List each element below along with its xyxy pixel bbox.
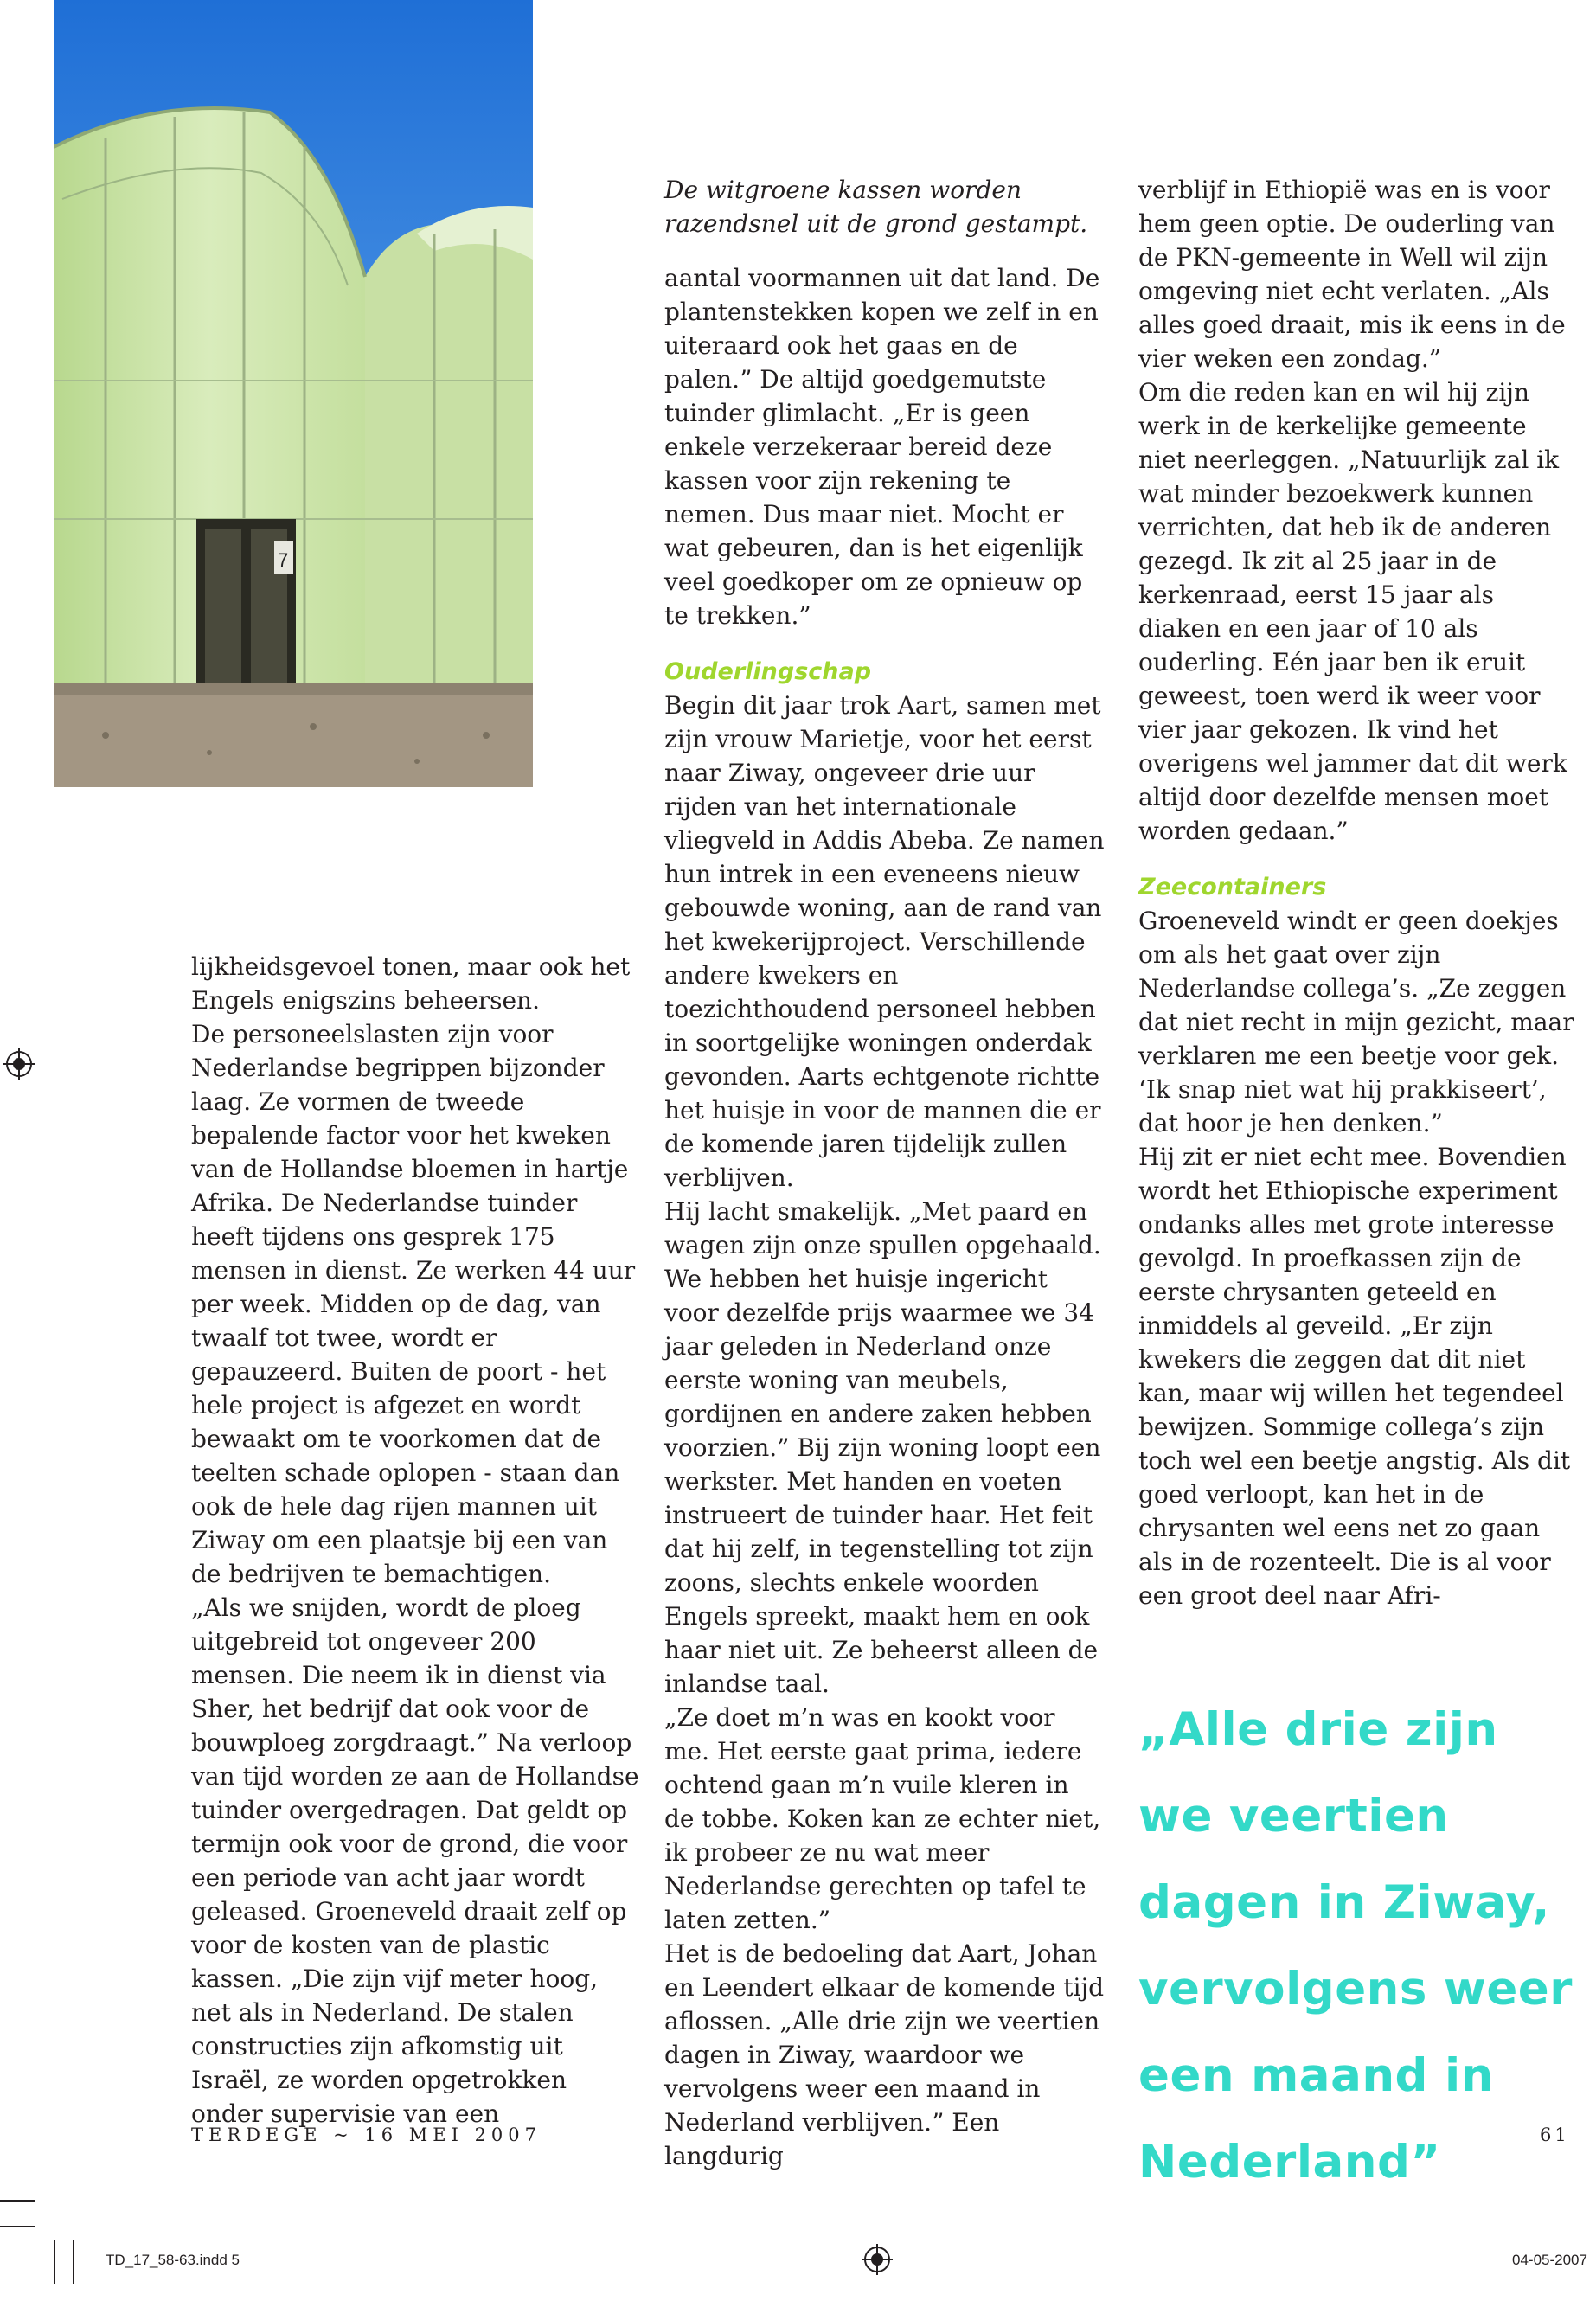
crop-mark: [54, 2240, 55, 2284]
greenhouse-illustration: [54, 0, 533, 787]
body-paragraph: „Als we snijden, wordt de ploeg uitgebreid tot ongeveer 200 mensen. Die neem ik in dienst via Sher, het bedrijf dat ook voor de bouwploeg zorgdraagt.” Na verloop van tijd worden ze aan de Hollandse tuinder overgedragen. Dat geldt op termijn ook voor de grond, die voor een periode van acht jaar wordt geleased. Groeneveld draait zelf op voor de kosten van de plastic kassen. „Die zijn vijf meter hoog, net als in Nederland. De stalen constructies zijn afkomstig uit Israël, ze worden opgetrokken onder supervisie van een: [191, 1593, 639, 2128]
greenhouse-photo: [54, 0, 533, 787]
subhead-zeecontainers: Zeecontainers: [1138, 874, 1327, 901]
body-paragraph: De personeelslasten zijn voor Nederlandse begrippen bijzonder laag. Ze vormen de tweede bepalende factor voor het kweken van de Hollandse bloemen in hartje Afrika. De Nederlandse tuinder heeft tijdens ons gesprek 175 mensen in dienst. Ze werken 44 uur per week. Midden op de dag, van twaalf tot twee, wordt er gepauzeerd. Buiten de poort - het hele project is afgezet en wordt bewaakt om te voorkomen dat de teelten schade oplopen - staan dan ook de hele dag rijen mannen uit Ziway om een plaatsje bij een van de bedrijven te bemachtigen.: [191, 1020, 636, 1588]
body-paragraph: Hij zit er niet echt mee. Bovendien wordt het Ethiopische experiment ondanks alles met grote interesse gevolgd. In proefkassen zijn de eerste chrysanten geteeld en inmiddels al geveild. „Er zijn kwekers die zeggen dat dit niet kan, maar wij willen het tegendeel bewijzen. Sommige collega’s zijn toch wel een beetje angstig. Als dit goed verloopt, kan het in de chrysanten wel eens net zo gaan als in de rozenteelt. Die is al voor een groot deel naar Afri-: [1138, 1143, 1571, 1610]
body-paragraph: lijkheidsgevoel tonen, maar ook het Engels enigszins beheersen.: [191, 952, 631, 1015]
body-paragraph: Groeneveld windt er geen doekjes om als het gaat over zijn Nederlandse collega’s. „Ze zeggen dat niet recht in mijn gezicht, maar verklaren me een beetje voor gek. ‘Ik snap niet wat hij prakkiseert’, dat hoor je hen denken.”: [1138, 907, 1574, 1138]
slug-date: 04-05-2007: [1512, 2252, 1587, 2268]
body-paragraph: aantal voormannen uit dat land. De plantenstekken kopen we zelf in en uiteraard ook het gaas en de palen.” De altijd goedgemutste tuinder glimlacht. „Er is geen enkele verzekeraar bereid deze kassen voor zijn rekening te nemen. Dus maar niet. Mocht er wat gebeuren, dan is het eigenlijk veel goedkoper om ze opnieuw op te trekken.”: [664, 264, 1100, 630]
pull-quote: „Alle drie zijn we veertien dagen in Ziway, vervolgens weer een maand in Nederland”: [1138, 1703, 1573, 2189]
body-paragraph: „Ze doet m’n was en kookt voor me. Het eerste gaat prima, iedere ochtend gaan m’n vuile kleren in de tobbe. Koken kan ze echter niet, ik probeer ze nu wat meer Nederlandse gerechten op tafel te laten zetten.”: [664, 1703, 1101, 1934]
body-paragraph: Hij lacht smakelijk. „Met paard en wagen zijn onze spullen opgehaald. We hebben het huisje ingericht voor dezelfde prijs waarmee we 34 jaar geleden in Nederland onze eerste woning van meubels, gordijnen en andere zaken hebben voorzien.” Bij zijn woning loopt een werkster. Met handen en voeten instrueert de tuinder haar. Het feit dat hij zelf, in tegenstelling tot zijn zoons, slechts enkele woorden Engels spreekt, maakt hem en ook haar niet uit. Ze beheerst alleen de inlandse taal.: [664, 1197, 1101, 1698]
article-column-3: [1138, 173, 1580, 1612]
registration-mark-icon: [862, 2244, 893, 2275]
page-number: 61: [1540, 2125, 1570, 2145]
body-paragraph: Begin dit jaar trok Aart, samen met zijn vrouw Marietje, voor het eerst naar Ziway, ongeveer drie uur rijden van het internationale vliegveld in Addis Abeba. Ze namen hun intrek in een eveneens nieuw gebouwde woning, aan de rand van het kwekerijproject. Verschillende andere kwekers en toezichthoudend personeel hebben in soortgelijke woningen onderdak gevonden. Aarts echtgenote richtte het huisje in voor de mannen die er de komende jaren tijdelijk zullen verblijven.: [664, 691, 1105, 1192]
body-paragraph: Om die reden kan en wil hij zijn werk in de kerkelijke gemeente niet neerleggen. „Natuurlijk zal ik wat minder bezoekwerk kunnen verrichten, dat heb ik de anderen gezegd. Ik zit al 25 jaar in de kerkenraad, eerst 15 jaar als diaken en een jaar of 10 als ouderling. Eén jaar ben ik eruit geweest, toen werd ik weer voor vier jaar gekozen. Ik vind het overigens wel jammer dat dit werk altijd door dezelfde mensen moet worden gedaan.”: [1138, 378, 1567, 845]
registration-mark-icon: [3, 1048, 35, 1080]
crop-mark: [0, 2200, 35, 2202]
article-column-1: [191, 950, 641, 2131]
body-paragraph: verblijf in Ethiopië was en is voor hem geen optie. De ouderling van de PKN-gemeente in Well wil zijn omgeving niet echt verlaten. „Als alles goed draait, mis ik eens in de vier weken een zondag.”: [1138, 176, 1566, 373]
slug-filename: TD_17_58-63.indd 5: [106, 2252, 240, 2268]
crop-mark: [0, 2226, 35, 2227]
door-label: 7: [278, 549, 289, 571]
body-paragraph: Het is de bedoeling dat Aart, Johan en Leendert elkaar de komende tijd aflossen. „Alle drie zijn we veertien dagen in Ziway, waardoor we vervolgens weer een maand in Nederland verblijven.” Een langdurig: [664, 1939, 1105, 2170]
crop-mark: [73, 2240, 74, 2284]
subhead-ouderlingschap: Ouderlingschap: [664, 658, 872, 685]
article-column-2: [664, 173, 1106, 2173]
photo-caption: De witgroene kassen worden razendsnel uit de grond gestampt.: [664, 176, 1088, 238]
footer-publication: TERDEGE ~ 16 MEI 2007: [191, 2125, 542, 2145]
